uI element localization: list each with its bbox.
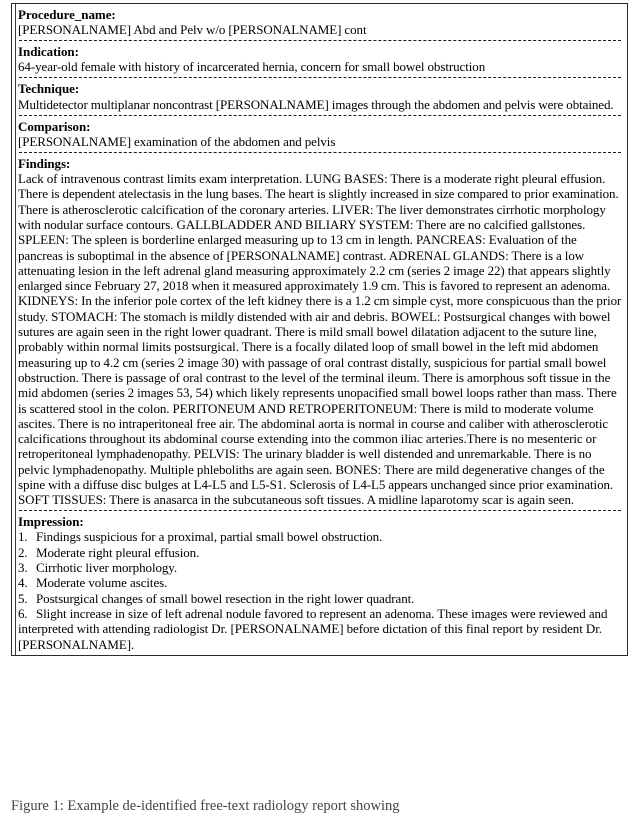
section-heading: Impression:: [18, 514, 84, 530]
section-heading: Findings:: [18, 155, 71, 171]
impression-item: [18, 575, 622, 590]
impression-item-number: 3.: [18, 560, 28, 576]
impression-item-number: 6.: [18, 605, 28, 621]
impression-item: [18, 591, 622, 606]
section-divider: [19, 40, 621, 41]
impression-item-text: Postsurgical changes of small bowel resection in the right lower quadrant.: [36, 590, 415, 606]
section-divider: [19, 510, 621, 511]
radiology-report-box: [11, 3, 628, 656]
impression-item-number: 4.: [18, 575, 28, 591]
impression-list: [18, 529, 622, 651]
section-body: [PERSONALNAME] examination of the abdomen and pelvis: [18, 133, 336, 149]
impression-item-text: Slight increase in size of left adrenal nodule favored to represent an adenoma. These images were reviewed and interpreted with attending radiologist Dr. [PERSONALNAME] before dictation of this final report by resident Dr. [PERSONALNAME].: [18, 605, 608, 652]
section-divider: [19, 152, 621, 153]
impression-item: [18, 545, 622, 560]
impression-item-text: Findings suspicious for a proximal, partial small bowel obstruction.: [36, 529, 383, 545]
impression-item: [18, 560, 622, 575]
impression-item-number: 5.: [18, 590, 28, 606]
section-divider: [19, 77, 621, 78]
impression-item-number: 1.: [18, 529, 28, 545]
impression-item: [18, 529, 622, 544]
section-body: Lack of intravenous contrast limits exam interpretation. LUNG BASES: There is a moderate right pleural effusion. There is dependent atelectasis in the lung bases. The heart is slightly increased in size compared to prior examination. There is atherosclerotic calcification of the coronary arteries. LIVER: The liver demonstrates cirrhotic morphology with nodular surface contours. GALLBLADDER AND BILIARY SYSTEM: There are no calcified gallstones. SPLEEN: The spleen is borderline enlarged measuring up to 13 cm in length. PANCREAS: Evaluation of the pancreas is suboptimal in the absence of [PERSONALNAME] contrast. ADRENAL GLANDS: There is a low attenuating lesion in the left adrenal gland measuring approximately 2.2 cm (series 2 image 22) that appears slightly enlarged since February 27, 2018 when it measured approximately 1.9 cm. This is favored to represent an adenoma. KIDNEYS: In the inferior pole cortex of the left kidney there is a 1.2 cm simple cyst, more conspicuous than the prior study. STOMACH: The stomach is mildly distended with air and debris. BOWEL: Postsurgical changes with bowel sutures are again seen in the right lower quadrant. There is mild small bowel dilatation adjacent to the suture line, probably within normal limits postsurgical. There is a focally dilated loop of small bowel in the left mid abdomen measuring up to 4.2 cm (series 2 image 30) with passage of oral contrast distally, suspicious for partial small bowel obstruction. There is passage of oral contrast to the level of the terminal ileum. There is amorphous soft tissue in the mid abdomen (series 2 images 53, 54) which likely represents unopacified small bowel loops rather than mass. There is scattered stool in the colon. PERITONEUM AND RETROPERITONEUM: There is mild to moderate volume ascites. There is no intraperitoneal free air. The abdominal aorta is normal in course and caliber with atherosclerotic calcifications throughout its abdominal course extending into the common iliac arteries.There is no mesenteric or retroperitoneal lymphadenopathy. PELVIS: The urinary bladder is well distended and unremarkable. There is no pelvic lymphadenopathy. Multiple phleboliths are again seen. BONES: There are mild degenerative changes of the spine with a diffuse disc bulges at L4-L5 and L5-S1. Sclerosis of L4-L5 appears unchanged since prior examination. SOFT TISSUES: There is anasarca in the subcutaneous soft tissues. A midline laparotomy scar is again seen.: [18, 171, 622, 508]
section-procedure-name: [18, 7, 622, 38]
impression-item-text: Moderate right pleural effusion.: [36, 544, 200, 560]
section-comparison: [18, 119, 622, 150]
section-body: [PERSONALNAME] Abd and Pelv w/o [PERSONALNAME] cont: [18, 22, 367, 38]
impression-item-text: Cirrhotic liver morphology.: [36, 560, 178, 576]
section-body: Multidetector multiplanar noncontrast [PERSONALNAME] images through the abdomen and pelvis were obtained.: [18, 96, 614, 112]
section-body: 64-year-old female with history of incarcerated hernia, concern for small bowel obstruction: [18, 59, 486, 75]
impression-item-number: 2.: [18, 544, 28, 560]
section-indication: [18, 44, 622, 75]
section-heading: Technique:: [18, 81, 80, 97]
section-heading: Indication:: [18, 44, 79, 60]
impression-item-text: Moderate volume ascites.: [36, 575, 168, 591]
impression-item: [18, 606, 622, 652]
section-heading: Procedure_name:: [18, 7, 116, 22]
section-findings: [18, 156, 622, 508]
section-divider: [19, 115, 621, 116]
section-heading: Comparison:: [18, 118, 91, 134]
figure-caption: Figure 1: Example de-identified free-text radiology report showing: [11, 798, 400, 814]
section-technique: [18, 81, 622, 112]
section-impression: [18, 514, 622, 652]
